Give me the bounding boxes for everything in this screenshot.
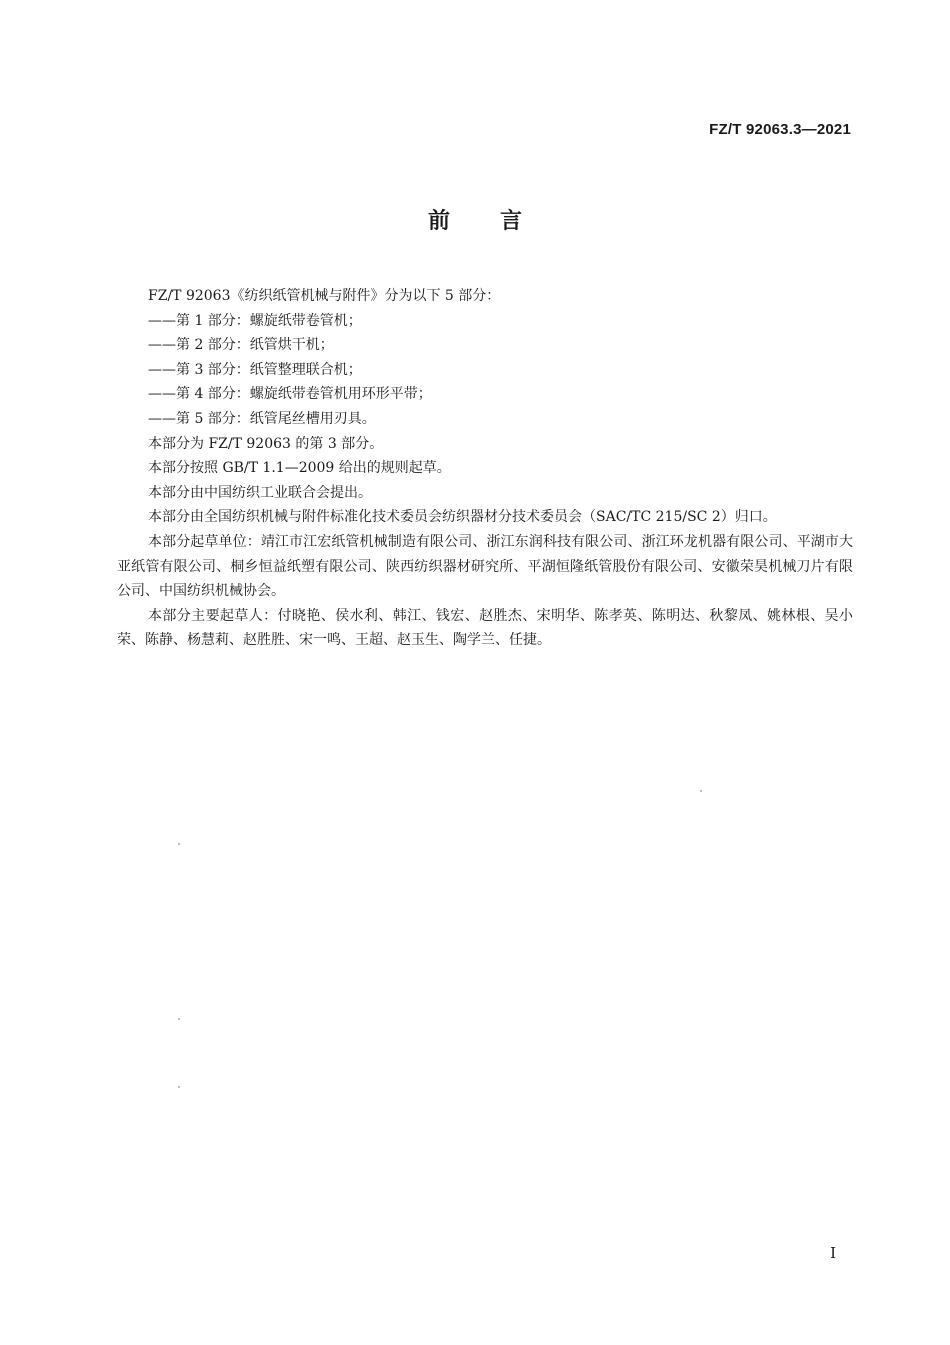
scan-speck — [178, 1086, 180, 1088]
list-item-part-3: ——第 3 部分：纸管整理联合机； — [148, 361, 362, 378]
page-number: I — [830, 1244, 836, 1262]
list-item-part-1: ——第 1 部分：螺旋纸带卷管机； — [148, 312, 362, 329]
list-item-part-5: ——第 5 部分：纸管尾丝槽用刃具。 — [148, 410, 376, 427]
paragraph-drafters: 本部分主要起草人：付晓艳、侯水利、韩江、钱宏、赵胜杰、宋明华、陈孝英、陈明达、秋黎凤、姚林根、吴小荣、陈静、杨慧莉、赵胜胜、宋一鸣、王超、赵玉生、陶学兰、任捷。 — [117, 607, 853, 649]
paragraph-drafting-units: 本部分起草单位：靖江市江宏纸管机械制造有限公司、浙江东润科技有限公司、浙江环龙机器有限公司、平湖市大亚纸管有限公司、桐乡恒益纸塑有限公司、陕西纺织器材研究所、平湖恒隆纸管股份有限公司、安徽荣昊机械刀片有限公司、中国纺织机械协会。 — [117, 533, 853, 600]
standard-code: FZ/T 92063.3—2021 — [709, 121, 851, 138]
list-item-part-4: ——第 4 部分：螺旋纸带卷管机用环形平带； — [148, 386, 432, 403]
scan-speck — [178, 843, 180, 845]
scan-speck — [700, 790, 702, 792]
paragraph-part-number: 本部分为 FZ/T 92063 的第 3 部分。 — [148, 435, 384, 452]
scan-speck — [178, 1018, 180, 1020]
list-item-part-2: ——第 2 部分：纸管烘干机； — [148, 337, 334, 354]
paragraph-drafting-rules: 本部分按照 GB/T 1.1—2009 给出的规则起草。 — [148, 460, 451, 477]
paragraph-jurisdiction: 本部分由全国纺织机械与附件标准化技术委员会纺织器材分技术委员会（SAC/TC 215/SC 2）归口。 — [148, 509, 777, 526]
foreword-body — [117, 284, 853, 653]
paragraph-parts-intro: FZ/T 92063《纺织纸管机械与附件》分为以下 5 部分： — [148, 288, 501, 304]
paragraph-proposed-by: 本部分由中国纺织工业联合会提出。 — [148, 484, 372, 501]
page-title: 前言 — [427, 209, 572, 234]
